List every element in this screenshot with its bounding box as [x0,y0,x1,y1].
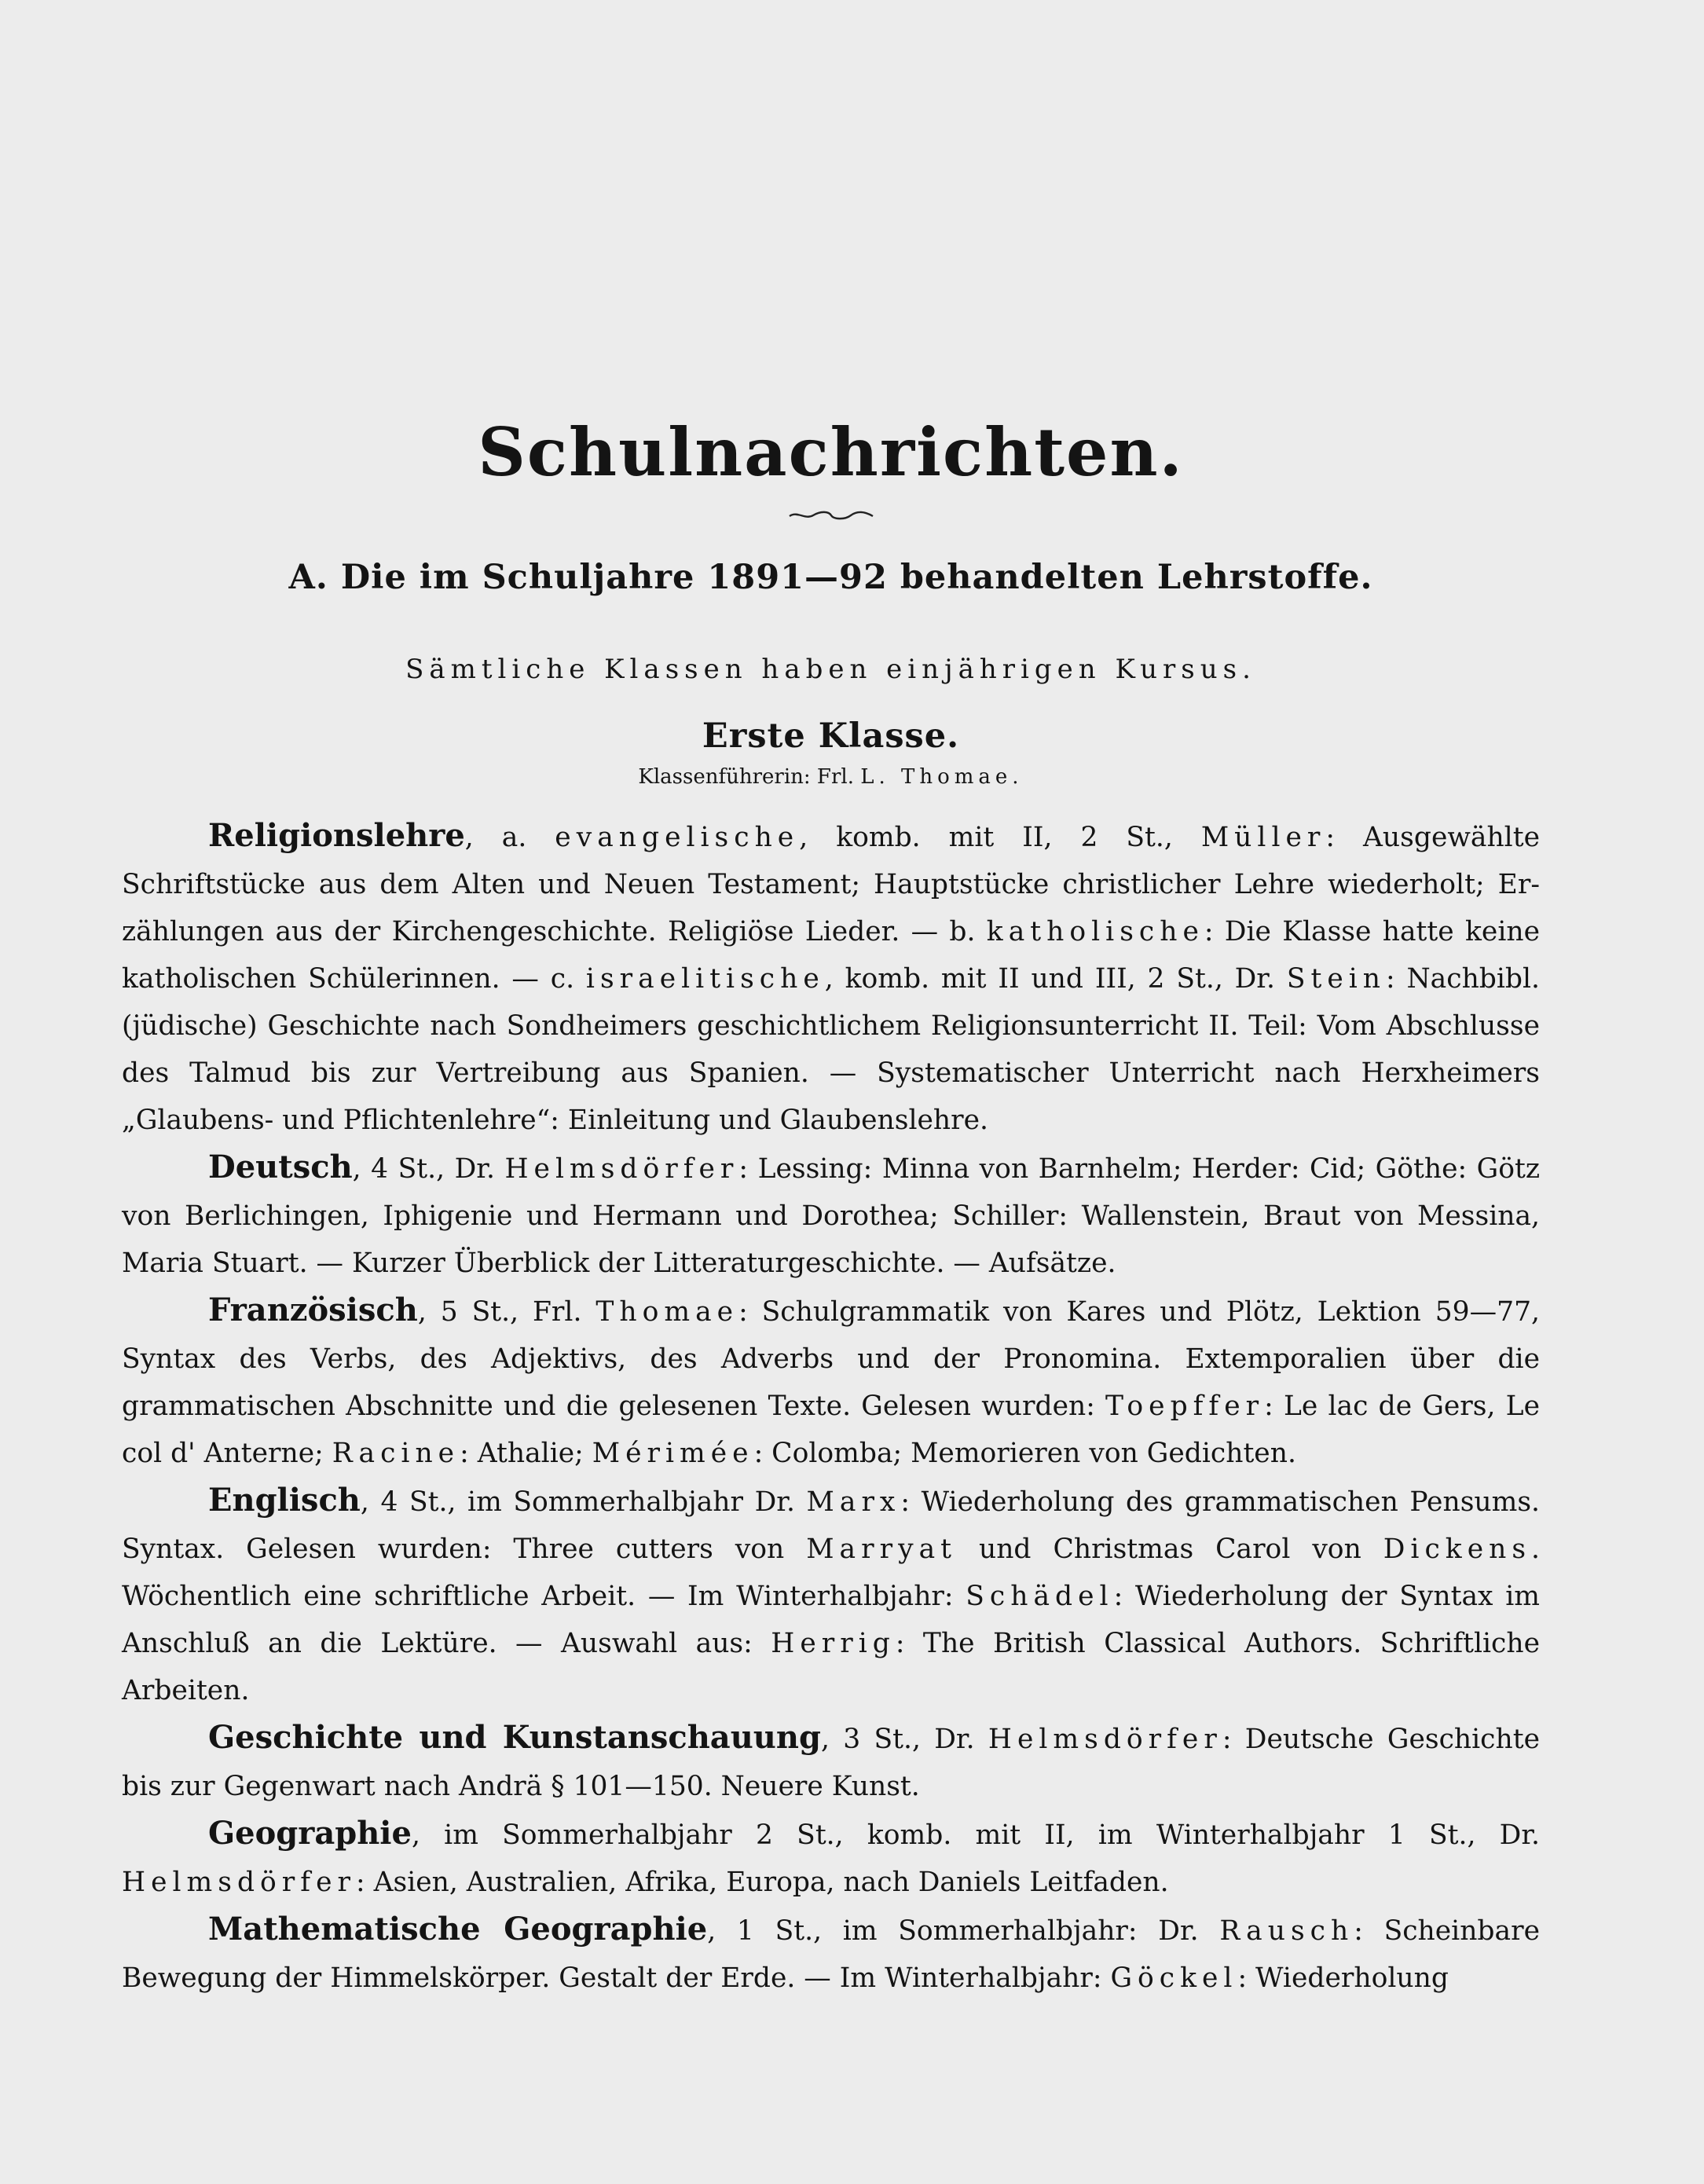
class-heading: Erste Klasse. [702,716,960,757]
paragraph-text: : Lessing: Minna von Barnhelm; Herder: Cid; Göthe: Götz von Berlichingen, Iphigenie und Hermann und Dorothea; Schiller: Wallenstein, Braut von Messina, Maria Stuart. — Kurzer Überblick der Litteraturgeschichte. — Aufsätze. [122,1153,1541,1280]
subject-paragraph [122,1287,1540,1477]
page-title: Schulnachrichten. [478,413,1184,491]
paragraph-text: : Athalie; [460,1438,592,1470]
paragraph-text: : Nachbibl. (jüdische) Geschichte nach Sondheimers geschichtlichem Religionsunterricht II. Teil: Vom Abschlusse des Talmud bis zur Vertreibung aus Spanien. — Systematischer Unterricht nach Herxheimers „Glaubens- und Pflichtenlehre“: Einleitung und Glaubenslehre. [122,963,1540,1137]
spaced-name: Helmsdörfer [988,1724,1222,1756]
subject-name: Religionslehre [208,817,465,855]
paragraph-text: : Wiederholung des grammatischen Pensums. Syntax. Gelesen wurden: Three cutters von [122,1486,1540,1566]
paragraph-text: , 1 St., im Sommerhalbjahr: Dr. [707,1915,1220,1948]
subject-paragraph [122,1906,1540,2002]
paragraph-text: , 3 St., Dr. [820,1724,988,1756]
spaced-name: Schädel [966,1581,1114,1613]
spaced-name: evangelische [555,822,800,854]
spaced-name: Rausch [1219,1915,1354,1948]
paragraph-text: : Le lac de Gers, Le col d' Anterne; [122,1391,1540,1470]
spaced-name: Mérimée [592,1438,754,1470]
paragraph-text: : Die Klasse hatte keine katholischen Schülerinnen. — c. [122,916,1540,995]
spaced-name: Herrig [771,1628,896,1660]
paragraph-text: , 4 St., Dr. [352,1153,505,1185]
paragraph-text: : Schulgrammatik von Kares und Plötz, Lektion 59—77, Syntax des Verbs, des Adjektivs, des Adverbs und der Pronomina. Extemporalien über die grammatischen Abschnitte und die gelesenen Texte. Gelesen wurden: [122,1296,1540,1423]
section-heading: A. Die im Schuljahre 1891—92 behandelten Lehrstoffe. [288,558,1373,598]
paragraph-text: : Wiederholung der Syntax im Anschluß an die Lektüre. — Auswahl aus: [122,1581,1540,1660]
spaced-name: Müller [1200,822,1326,854]
subject-paragraph [122,1714,1540,1810]
spaced-name: Thomae [595,1296,739,1328]
subject-name: Geographie [208,1815,412,1852]
subject-name: Mathematische Geographie [208,1911,708,1948]
subject-paragraphs [122,812,1540,2002]
class-leader [122,765,1540,789]
paragraph-text: , im Sommerhalbjahr 2 St., komb. mit II, im Winterhalbjahr 1 St., Dr. [411,1819,1540,1852]
spaced-name: israelitische [585,963,825,995]
paragraph-text: , 5 St., Frl. [417,1296,596,1328]
title-ornament [788,509,874,522]
subject-name: Deutsch [208,1149,353,1186]
paragraph-text: : The British Classical Authors. Schriftliche Arbeiten. [122,1628,1540,1707]
spaced-name: Marx [806,1486,901,1519]
subject-paragraph [122,812,1540,1144]
spaced-name: Toepffer [1105,1391,1265,1423]
course-note: Sämtliche Klassen haben einjährigen Kursus. [405,654,1256,686]
subject-paragraph [122,1144,1540,1287]
subject-name: Geschichte und Kunstanschauung [208,1719,821,1757]
spaced-name: Marryat [806,1534,958,1566]
paragraph-text: : Colomba; Memorieren von Gedichten. [753,1438,1296,1470]
paragraph-text: : Ausgewählte Schriftstücke aus dem Alten und Neuen Testament; Hauptstücke christlicher Lehre wiederholt; Erzählungen aus der Kirchengeschichte. Religiöse Lieder. — b. [122,822,1540,948]
paragraph-text: : Asien, Australien, Afrika, Europa, nach Daniels Leitfaden. [355,1867,1169,1899]
subject-paragraph [122,1477,1540,1714]
paragraph-text: : Wiederholung [1237,1962,1449,1995]
subject-name: Englisch [208,1482,361,1519]
page-content [122,413,1541,2002]
spaced-name: Helmsdörfer [122,1867,356,1899]
spaced-name: Stein [1286,963,1387,995]
paragraph-text: : Scheinbare Bewegung der Himmelskörper. Gestalt der Erde. — Im Winterhalbjahr: [122,1915,1540,1995]
paragraph-text: , komb. mit II und III, 2 St., Dr. [824,963,1287,995]
class-leader-name: L. Thomae. [860,765,1024,790]
class-leader-label: Klassenführerin: Frl. [638,765,861,790]
spaced-name: Dickens [1383,1534,1532,1566]
subject-name: Französisch [208,1292,418,1329]
paragraph-text: , komb. mit II, 2 St., [799,822,1201,854]
paragraph-text: und Christmas Carol von [957,1534,1383,1566]
paragraph-text: : Deutsche Geschichte bis zur Gegenwart nach Andrä § 101—150. Neuere Kunst. [122,1724,1540,1803]
paragraph-text: . Wöchentlich eine schriftliche Arbeit. — Im Winterhalbjahr: [122,1534,1540,1613]
paragraph-text: , a. [464,822,555,854]
spaced-name: Racine [332,1438,460,1470]
paragraph-text: , 4 St., im Sommerhalbjahr Dr. [360,1486,807,1519]
spaced-name: Helmsdörfer [504,1153,739,1185]
spaced-name: katholische [986,916,1204,948]
subject-paragraph [122,1810,1540,1906]
spaced-name: Göckel [1110,1962,1238,1995]
